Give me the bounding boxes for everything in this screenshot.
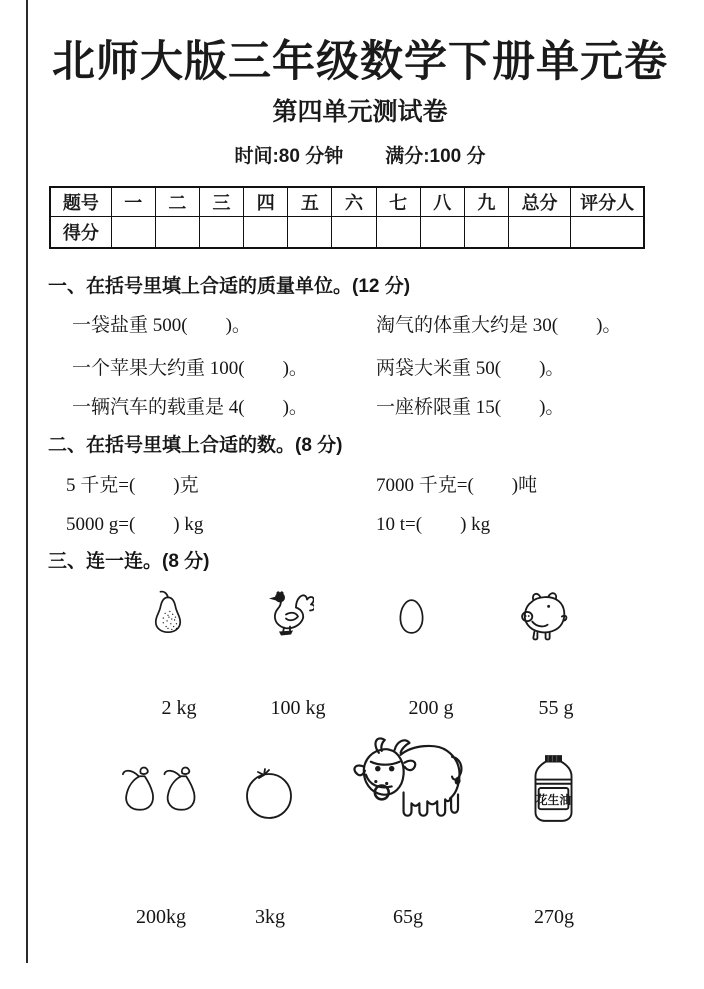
question-text: 5 千克=( )克 xyxy=(66,475,199,496)
score-cell xyxy=(199,217,243,249)
header-cell: 七 xyxy=(376,187,420,217)
question-text: 一袋盐重 500( )。 xyxy=(72,315,251,336)
score-cell xyxy=(508,217,570,249)
header-cell: 八 xyxy=(420,187,464,217)
left-margin-line xyxy=(26,0,28,963)
header-cell: 评分人 xyxy=(571,187,644,217)
question-text: 淘气的体重大约是 30( )。 xyxy=(376,315,622,336)
exam-info xyxy=(30,141,690,168)
match-option: 270g xyxy=(534,906,574,928)
score-cell xyxy=(111,217,155,249)
question-text: 7000 千克=( )吨 xyxy=(376,475,538,496)
score-cell xyxy=(155,217,199,249)
question-text: 两袋大米重 50( )。 xyxy=(376,358,565,379)
section1-heading: 一、在括号里填上合适的质量单位。(12 分) xyxy=(48,276,411,297)
section3-heading: 三、连一连。(8 分) xyxy=(48,551,210,572)
score-row-label: 得分 xyxy=(50,217,111,249)
ox-illustration xyxy=(349,733,468,836)
question-text: 一座桥限重 15( )。 xyxy=(376,397,565,418)
question-text: 5000 g=( ) kg xyxy=(66,514,204,535)
score-cell xyxy=(376,217,420,249)
question-text: 一辆汽车的载重是 4( )。 xyxy=(72,397,308,418)
match-option: 2 kg xyxy=(161,697,197,719)
oil-bottle-label: 花生油 xyxy=(536,793,571,807)
score-cell xyxy=(244,217,288,249)
score-cell xyxy=(420,217,464,249)
header-cell: 五 xyxy=(288,187,332,217)
section2-heading: 二、在括号里填上合适的数。(8 分) xyxy=(48,435,343,456)
header-cell: 总分 xyxy=(508,187,570,217)
question-text: 一个苹果大约重 100( )。 xyxy=(72,358,308,379)
header-cell: 六 xyxy=(332,187,376,217)
orange-illustration xyxy=(244,767,294,820)
score-cell xyxy=(571,217,644,249)
match-option: 100 kg xyxy=(270,697,326,719)
header-cell: 一 xyxy=(111,187,155,217)
score-table-header-row xyxy=(50,187,644,217)
header-cell: 题号 xyxy=(50,187,111,217)
match-option: 200 g xyxy=(408,697,454,719)
two-sacks-illustration xyxy=(119,764,202,822)
pear-illustration xyxy=(152,588,184,635)
score-info: 满分:100 分 xyxy=(385,146,486,167)
score-cell xyxy=(332,217,376,249)
score-cell xyxy=(288,217,332,249)
peanut-oil-bottle-illustration xyxy=(527,753,580,823)
page-subtitle: 第四单元测试卷 xyxy=(272,99,448,126)
egg-illustration xyxy=(398,598,425,635)
header-cell: 三 xyxy=(199,187,243,217)
match-option: 55 g xyxy=(538,697,574,719)
time-info: 时间:80 分钟 xyxy=(234,146,344,167)
header-cell: 二 xyxy=(155,187,199,217)
match-option: 3kg xyxy=(255,906,285,928)
page-title: 北师大版三年级数学下册单元卷 xyxy=(52,39,668,86)
piglet-illustration xyxy=(517,590,568,641)
match-option: 200kg xyxy=(136,906,186,928)
match-option: 65g xyxy=(393,906,423,928)
score-cell xyxy=(464,217,508,249)
hen-illustration xyxy=(266,589,314,636)
score-table-score-row xyxy=(50,217,644,249)
question-text: 10 t=( ) kg xyxy=(376,514,491,535)
score-table xyxy=(49,186,645,249)
header-cell: 九 xyxy=(464,187,508,217)
header-cell: 四 xyxy=(244,187,288,217)
